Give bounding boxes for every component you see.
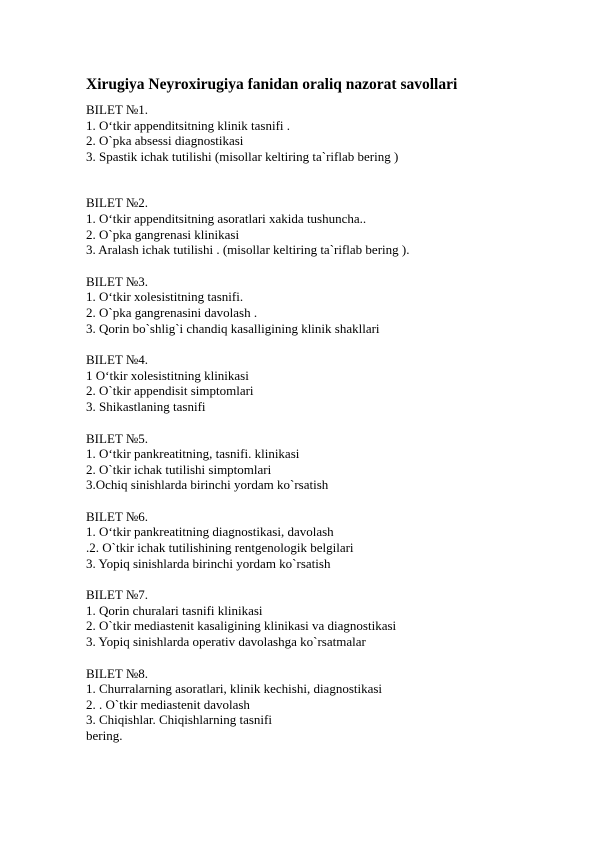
spacer — [86, 258, 566, 274]
ticket-header: BILET №8. — [86, 665, 148, 681]
ticket-header: BILET №3. — [86, 273, 148, 289]
question-line: 3. Yopiq sinishlarda birinchi yordam ko`rsatish — [86, 555, 331, 571]
ticket-header: BILET №4. — [86, 352, 148, 368]
ticket-6 — [86, 509, 566, 571]
question-line: 1. O‘tkir xolesistitning tasnifi. — [86, 289, 244, 305]
ticket-3 — [86, 274, 566, 336]
question-line: 2. O`pka gangrenasini davolash . — [86, 304, 258, 320]
ticket-8 — [86, 666, 566, 744]
question-line: 2. O`pka absessi diagnostikasi — [86, 133, 244, 149]
ticket-header: BILET №7. — [86, 587, 148, 603]
spacer — [86, 571, 566, 587]
ticket-4 — [86, 352, 566, 414]
question-line: 2. O`tkir appendisit simptomlari — [86, 383, 254, 399]
question-line: 2. O`tkir ichak tutilishi simptomlari — [86, 461, 272, 477]
question-line: 2. O`pka gangrenasi klinikasi — [86, 226, 240, 242]
ticket-header: BILET №5. — [86, 430, 148, 446]
question-line: 1. O‘tkir pankreatitning diagnostikasi, davolash — [86, 524, 334, 540]
question-line: 2. . O`tkir mediastenit davolash — [86, 696, 250, 712]
question-line: 3. Qorin bo`shlig`i chandiq kasalligining klinik shakllari — [86, 320, 380, 336]
question-line: 3. Aralash ichak tutilishi . (misollar keltiring ta`riflab bering ). — [86, 242, 410, 258]
question-line: 2. O`tkir mediastenit kasaligining klinikasi va diagnostikasi — [86, 618, 397, 634]
document-title: Xirugiya Neyroxirugiya fanidan oraliq nazorat savollari — [86, 76, 458, 93]
ticket-header: BILET №2. — [86, 195, 148, 211]
question-line: 1. O‘tkir appenditsitning asoratlari xakida tushuncha.. — [86, 210, 367, 226]
question-line: bering. — [86, 728, 123, 743]
spacer — [86, 415, 566, 431]
document-page — [86, 76, 566, 744]
ticket-header: BILET №6. — [86, 508, 148, 524]
question-line: .2. O`tkir ichak tutilishining rentgenologik belgilari — [86, 540, 354, 556]
question-line: 3. Spastik ichak tutilishi (misollar keltiring ta`riflab bering ) — [86, 148, 399, 164]
question-line: 1 O‘tkir xolesistitning klinikasi — [86, 367, 249, 383]
question-line: 1. O‘tkir pankreatitning, tasnifi. klinikasi — [86, 446, 300, 462]
spacer — [86, 336, 566, 352]
question-line: 3. Chiqishlar. Chiqishlarning tasnifi — [86, 712, 272, 728]
ticket-header: BILET №1. — [86, 102, 148, 117]
spacer — [86, 650, 566, 666]
spacer — [86, 493, 566, 509]
question-line: 1. Churralarning asoratlari, klinik kechishi, diagnostikasi — [86, 681, 383, 697]
ticket-5 — [86, 431, 566, 493]
question-line: 1. O‘tkir appenditsitning klinik tasnifi . — [86, 117, 291, 133]
question-line: 3. Shikastlaning tasnifi — [86, 398, 206, 414]
question-line: 1. Qorin churalari tasnifi klinikasi — [86, 602, 263, 618]
question-line: 3.Ochiq sinishlarda birinchi yordam ko`rsatish — [86, 477, 329, 493]
question-line: 3. Yopiq sinishlarda operativ davolashga ko`rsatmalar — [86, 634, 366, 650]
spacer — [86, 164, 566, 195]
ticket-1 — [86, 102, 566, 164]
ticket-2 — [86, 195, 566, 257]
ticket-7 — [86, 587, 566, 649]
